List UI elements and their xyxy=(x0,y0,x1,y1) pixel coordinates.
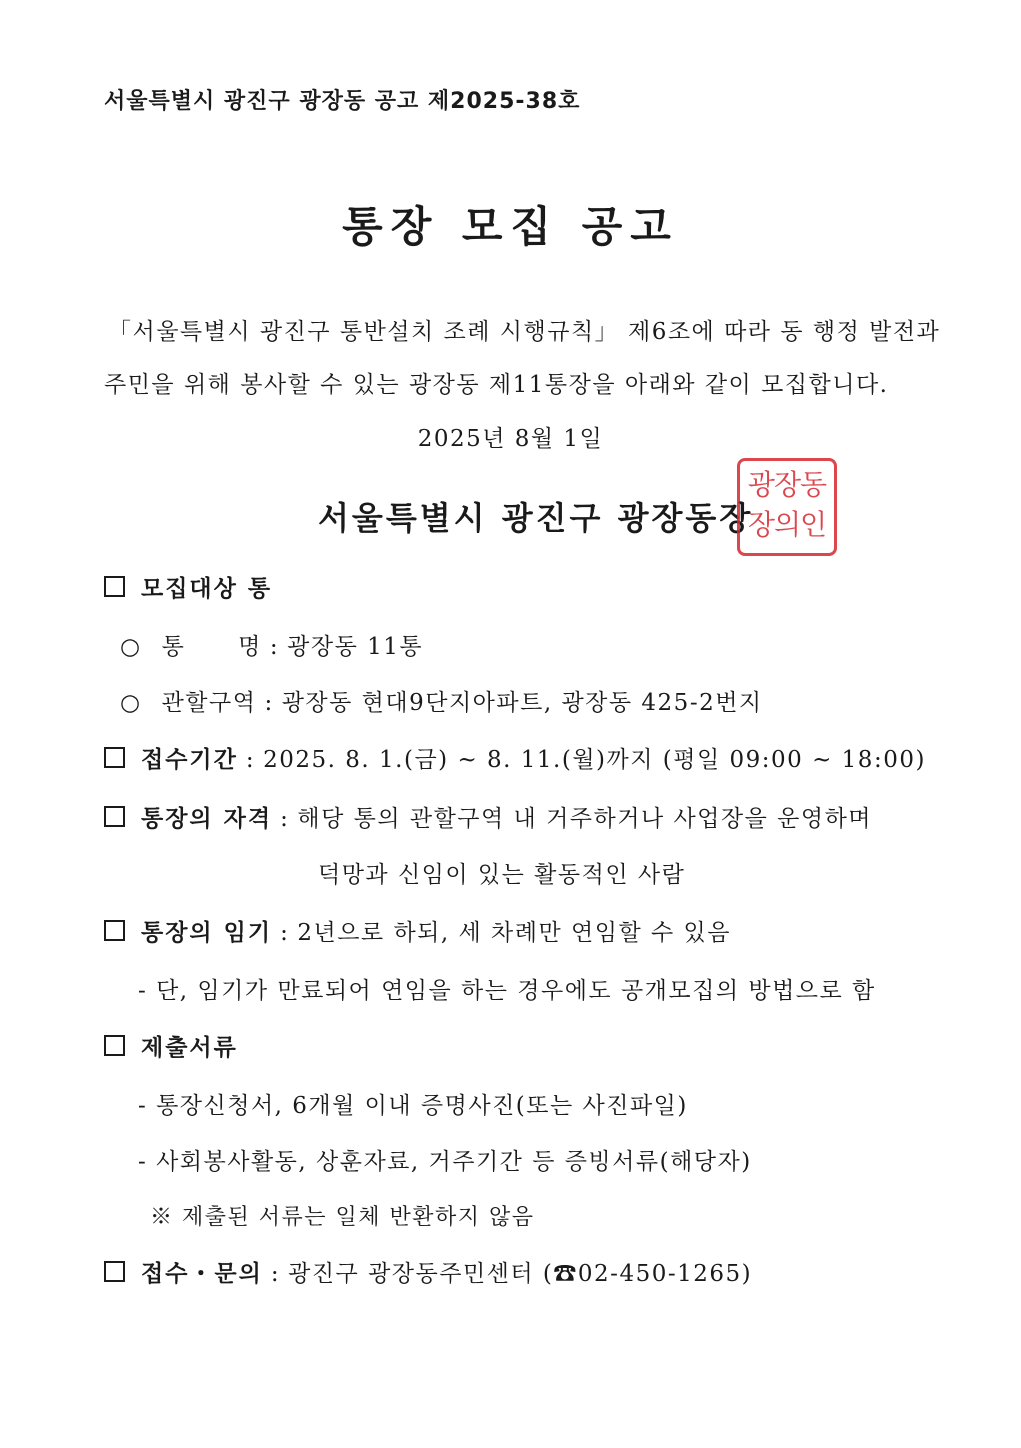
section-term: 통장의 임기 : 2년으로 하되, 세 차례만 연임할 수 있음 xyxy=(104,914,731,947)
intro-line-1: 「서울특별시 광진구 통반설치 조례 시행규칙」 제6조에 따라 동 행정 발전과 xyxy=(108,319,941,345)
target-name-label: 통 명 xyxy=(161,634,262,660)
documents-item-1: - 통장신청서, 6개월 이내 증명사진(또는 사진파일) xyxy=(138,1093,688,1119)
checkbox-square-icon xyxy=(104,806,125,827)
section-target xyxy=(104,570,272,603)
target-area-row: ○ 관할구역 : 광장동 현대9단지아파트, 광장동 425-2번지 xyxy=(120,690,763,716)
checkbox-square-icon xyxy=(104,1035,125,1056)
page-title: 통장 모집 공고 xyxy=(342,202,679,251)
period-value: 2025. 8. 1.(금) ~ 8. 11.(월)까지 (평일 09:00 ~ 18:00) xyxy=(263,747,926,773)
documents-item-2: - 사회봉사활동, 상훈자료, 거주기간 등 증빙서류(해당자) xyxy=(138,1149,752,1175)
section-heading: 통장의 임기 xyxy=(141,920,273,946)
qualification-line-2: 덕망과 신임이 있는 활동적인 사람 xyxy=(318,862,686,888)
seal-line-2: 장의인 xyxy=(747,508,827,541)
target-area-label: 관할구역 xyxy=(161,690,257,716)
checkbox-square-icon xyxy=(104,920,125,941)
target-area-value: 광장동 현대9단지아파트, 광장동 425-2번지 xyxy=(281,690,763,716)
bullet-circle-icon: ○ xyxy=(120,634,142,660)
qualification-line-1: 해당 통의 관할구역 내 거주하거나 사업장을 운영하며 xyxy=(297,806,873,832)
official-seal xyxy=(737,458,837,556)
section-heading: 통장의 자격 xyxy=(141,806,273,832)
checkbox-square-icon xyxy=(104,576,125,597)
section-heading: 접수・문의 xyxy=(141,1261,263,1287)
term-note: - 단, 임기가 만료되어 연임을 하는 경우에도 공개모집의 방법으로 함 xyxy=(138,978,876,1004)
intro-line-2: 주민을 위해 봉사할 수 있는 광장동 제11통장을 아래와 같이 모집합니다. xyxy=(104,372,889,398)
notice-date: 2025년 8월 1일 xyxy=(417,426,604,452)
section-heading: 접수기간 xyxy=(141,747,238,773)
section-heading: 모집대상 통 xyxy=(141,576,273,602)
target-name-value: 광장동 11통 xyxy=(287,634,424,660)
notice-number: 서울특별시 광진구 광장동 공고 제2025-38호 xyxy=(104,89,581,114)
target-name-row: ○ 통 명 : 광장동 11통 xyxy=(120,634,424,660)
checkbox-square-icon xyxy=(104,1261,125,1282)
bullet-circle-icon: ○ xyxy=(120,690,142,716)
documents-note: ※ 제출된 서류는 일체 반환하지 않음 xyxy=(150,1205,535,1230)
term-value: 2년으로 하되, 세 차례만 연임할 수 있음 xyxy=(297,920,731,946)
issuer-name: 서울특별시 광진구 광장동장 xyxy=(318,499,754,537)
seal-line-1: 광장동 xyxy=(747,468,827,501)
contact-value: 광진구 광장동주민센터 (☎02-450-1265) xyxy=(288,1261,753,1287)
section-heading: 제출서류 xyxy=(141,1035,238,1061)
section-qualification: 통장의 자격 : 해당 통의 관할구역 내 거주하거나 사업장을 운영하며 xyxy=(104,800,872,833)
checkbox-square-icon xyxy=(104,747,125,768)
section-contact: 접수・문의 : 광진구 광장동주민센터 (☎02-450-1265) xyxy=(104,1255,752,1288)
section-period: 접수기간 : 2025. 8. 1.(금) ~ 8. 11.(월)까지 (평일 09:00 ~ 18:00) xyxy=(104,741,926,774)
section-documents xyxy=(104,1029,238,1062)
